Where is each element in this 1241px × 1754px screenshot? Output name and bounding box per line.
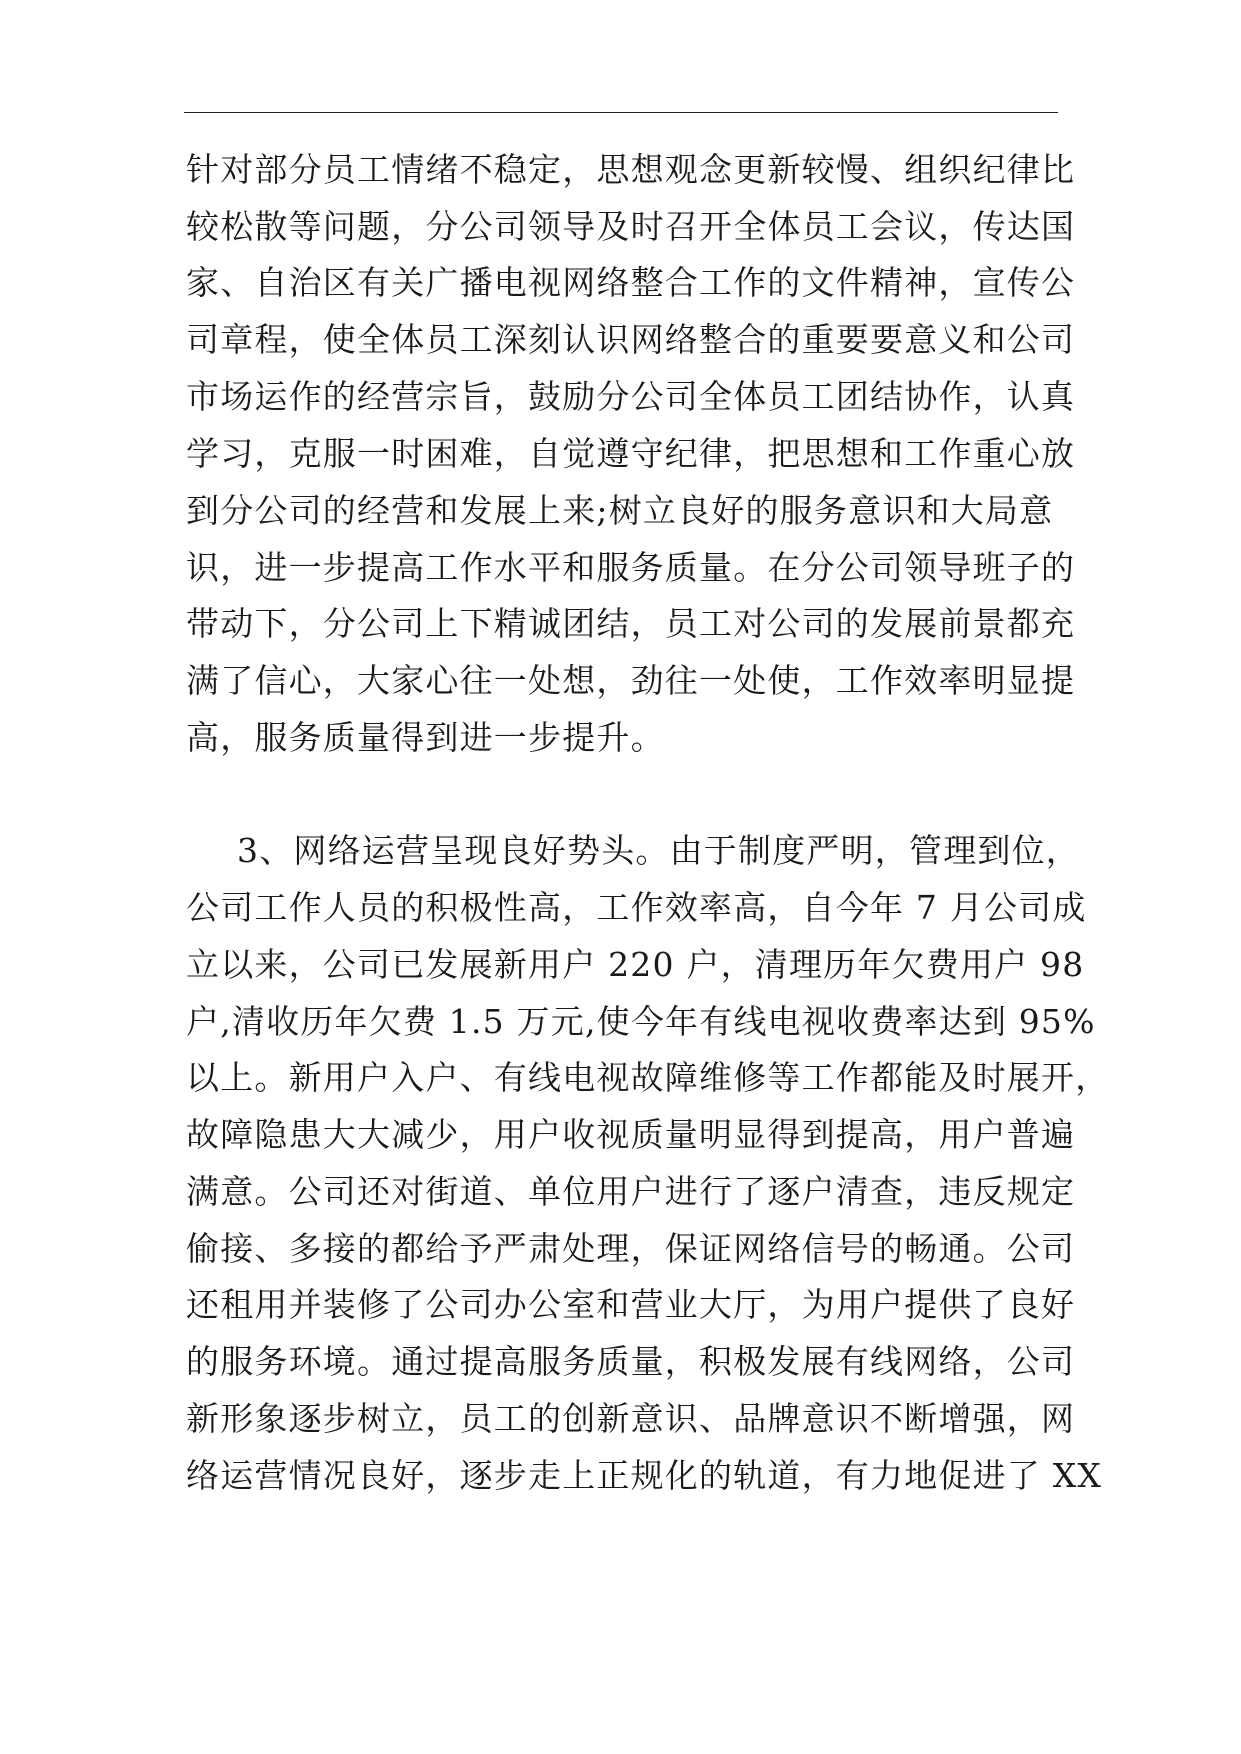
paragraph-line: 市场运作的经营宗旨，鼓励分公司全体员工团结协作，认真 (186, 377, 1076, 416)
paragraph-line: 到分公司的经营和发展上来;树立良好的服务意识和大局意 (186, 491, 1054, 530)
paragraph-line: 学习，克服一时困难，自觉遵守纪律，把思想和工作重心放 (186, 434, 1076, 473)
paragraph-line: 户,清收历年欠费 1.5 万元,使今年有线电视收费率达到 95% (186, 1002, 1096, 1041)
paragraph-line: 故障隐患大大减少，用户收视质量明显得到提高，用户普遍 (186, 1115, 1076, 1154)
paragraph-line: 3、网络运营呈现良好势头。由于制度严明，管理到位， (237, 831, 1080, 870)
header-rule (184, 112, 1058, 113)
paragraph-line: 高，服务质量得到进一步提升。 (186, 718, 665, 757)
paragraph-line: 的服务环境。通过提高服务质量，积极发展有线网络，公司 (186, 1342, 1076, 1381)
paragraph-line: 新形象逐步树立，员工的创新意识、品牌意识不断增强，网 (186, 1399, 1076, 1438)
paragraph-line: 公司工作人员的积极性高，工作效率高，自今年 7 月公司成 (186, 888, 1087, 927)
paragraph-line: 偷接、多接的都给予严肃处理，保证网络信号的畅通。公司 (186, 1229, 1076, 1268)
paragraph-line: 立以来，公司已发展新用户 220 户，清理历年欠费用户 98 (186, 945, 1085, 984)
paragraph-line: 针对部分员工情绪不稳定，思想观念更新较慢、组织纪律比 (186, 150, 1076, 189)
paragraph-line: 识，进一步提高工作水平和服务质量。在分公司领导班子的 (186, 548, 1076, 587)
paragraph-line: 司章程，使全体员工深刻认识网络整合的重要要意义和公司 (186, 320, 1076, 359)
paragraph-line: 满意。公司还对街道、单位用户进行了逐户清查，违反规定 (186, 1172, 1076, 1211)
paragraph-line: 络运营情况良好，逐步走上正规化的轨道，有力地促进了 XX (186, 1456, 1103, 1495)
paragraph-line: 带动下，分公司上下精诚团结，员工对公司的发展前景都充 (186, 604, 1076, 643)
paragraph-line: 还租用并装修了公司办公室和营业大厅，为用户提供了良好 (186, 1285, 1076, 1324)
paragraph-line: 以上。新用户入户、有线电视故障维修等工作都能及时展开， (186, 1058, 1110, 1097)
paragraph-line: 满了信心，大家心往一处想，劲往一处使，工作效率明显提 (186, 661, 1076, 700)
paragraph-line: 较松散等问题，分公司领导及时召开全体员工会议，传达国 (186, 207, 1076, 246)
paragraph-line: 家、自治区有关广播电视网络整合工作的文件精神，宣传公 (186, 263, 1076, 302)
